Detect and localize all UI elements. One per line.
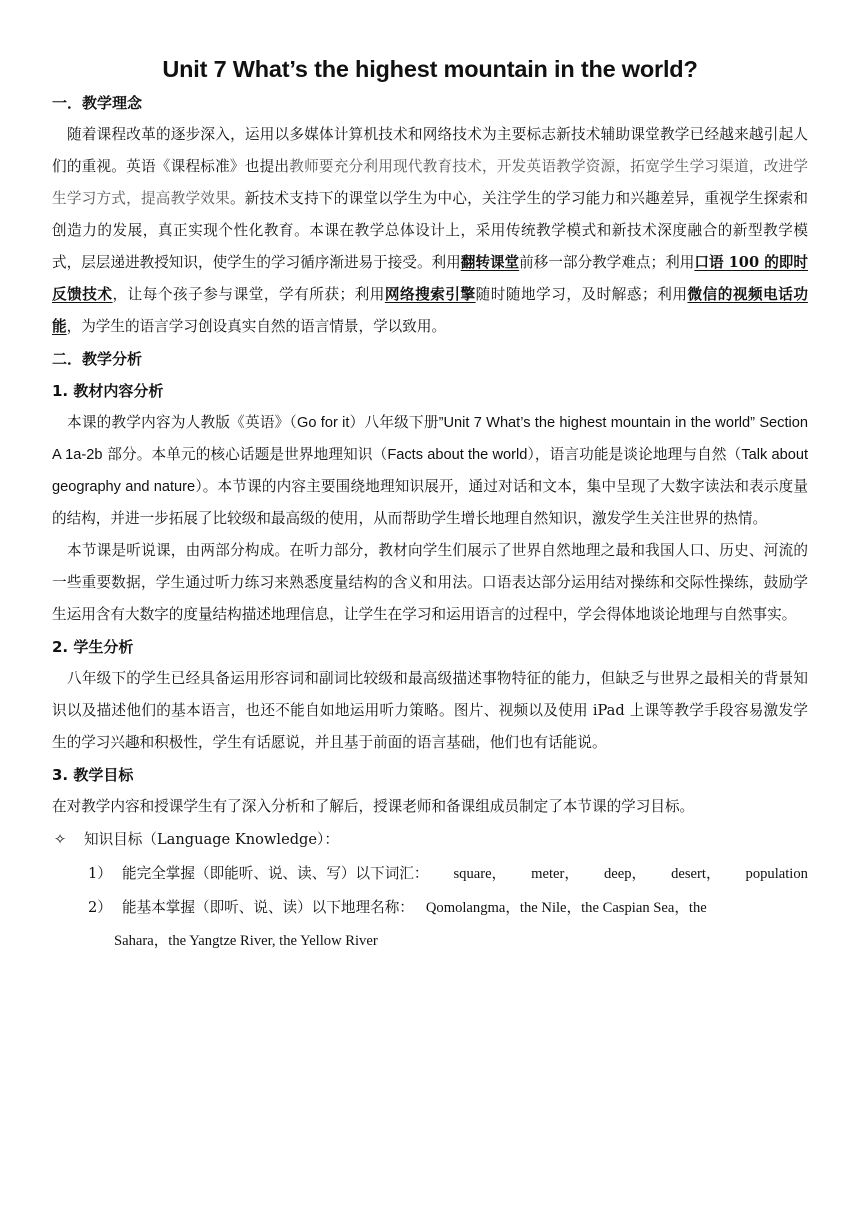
highlight-wechat-video: 微信的视频电话功能 (52, 286, 808, 335)
subsection-heading-teaching-goals: 3. 教学目标 (52, 766, 134, 784)
section-heading-teaching-philosophy: 一．教学理念 (52, 94, 143, 112)
paragraph-content-analysis-1: 本课的教学内容为人教版《英语》（Go for it）八年级下册”Unit 7 What’s the highest mountain in the world” Section A 1a-2b 部分。本单元的核心话题是世界地理知识（Facts about the world），语言功能是谈论地理与自然（Talk about geography and nature）。本节课的内容主要围绕地理知识展开，通过对话和文本，集中呈现了大数字读法和表示度量的结构，并进一步拓展了比较级和最高级的使用，从而帮助学生增长地理自然知识，激发学生关注世界的热情。 (52, 414, 809, 527)
list-item-place-names-continued: Sahara，the Yangtze River, the Yellow River (114, 933, 378, 949)
bullet-knowledge-goals: ✧ 知识目标（Language Knowledge）： (52, 823, 808, 857)
highlight-flipped-classroom: 翻转课堂 (460, 254, 520, 271)
diamond-bullet-icon: ✧ (54, 831, 67, 848)
section-heading-teaching-analysis: 二．教学分析 (52, 350, 143, 368)
document-title: Unit 7 What’s the highest mountain in the world? (162, 56, 698, 82)
paragraph-content-analysis-2: 本节课是听说课，由两部分构成。在听力部分，教材向学生们展示了世界自然地理之最和我国人口、历史、河流的一些重要数据，学生通过听力练习来熟悉度量结构的含义和用法。口语表达部分运用结对操练和交际性操练，鼓励学生运用含有大数字的度量结构描述地理信息，让学生在学习和运用语言的过程中，学会得体地谈论地理与自然事实。 (52, 542, 808, 623)
document-page (52, 56, 808, 957)
subsection-heading-content-analysis: 1. 教材内容分析 (52, 382, 164, 400)
highlight-search-engine: 网络搜索引擎 (384, 286, 476, 303)
highlight-oral-feedback: 口语 100 的即时反馈技术 (52, 254, 808, 303)
paragraph-teaching-philosophy: 随着课程改革的逐步深入，运用以多媒体计算机技术和网络技术为主要标志新技术辅助课堂教学已经越来越引起人们的重视。英语《课程标准》也提出教师要充分利用现代教育技术，开发英语教学资源，拓宽学生学习渠道，改进学生学习方式，提高教学效果。新技术支持下的课堂以学生为中心，关注学生的学习能力和兴趣差异，重视学生探索和创造力的发展，真正实现个性化教育。本课在教学总体设计上，采用传统教学模式和新技术深度融合的新型教学模式，层层递进教授知识，使学生的学习循序渐进易于接受。利用翻转课堂前移一部分教学难点；利用口语 100 的即时反馈技术，让每个孩子参与课堂，学有所获；利用网络搜索引擎随时随地学习，及时解惑；利用微信的视频电话功能，为学生的语言学习创设真实自然的语言情景，学以致用。 (52, 126, 808, 335)
list-item-vocabulary: 1） 能完全掌握（即能听、说、读、写）以下词汇： square， meter， deep， desert， population (88, 865, 808, 882)
paragraph-student-analysis: 八年级下的学生已经具备运用形容词和副词比较级和最高级描述事物特征的能力，但缺乏与世界之最相关的背景知识以及描述他们的基本语言，也还不能自如地运用听力策略。图片、视频以及使用 iPad 上课等教学手段容易激发学生的学习兴趣和积极性，学生有话愿说，并且基于前面的语言基础，他们也有话能说。 (52, 670, 808, 751)
quoted-standard-text: 教师要充分利用现代教育技术，开发英语教学资源，拓宽学生学习渠道，改进学生学习方式，提高教学效果 (52, 158, 808, 207)
subsection-heading-student-analysis: 2. 学生分析 (52, 638, 134, 656)
paragraph-teaching-goals: 在对教学内容和授课学生有了深入分析和了解后，授课老师和备课组成员制定了本节课的学习目标。 (52, 798, 695, 815)
list-item-place-names: 2） 能基本掌握（即听、说、读）以下地理名称： Qomolangma，the Nile，the Caspian Sea，the (88, 899, 707, 916)
